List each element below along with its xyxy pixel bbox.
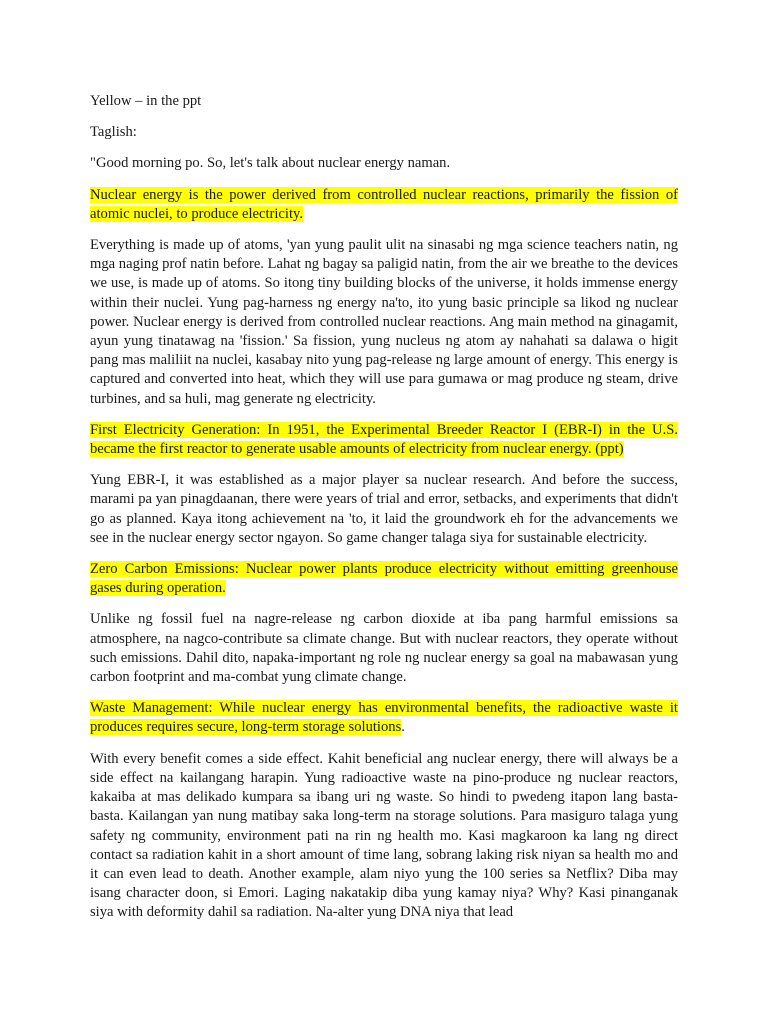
highlight-text: Waste Management: While nuclear energy has environmental benefits, the radioactive waste it produces requires secure, long-term storage solutions (90, 700, 678, 736)
highlight-text: First Electricity Generation: In 1951, the Experimental Breeder Reactor I (EBR-I) in the U.S. became the first reactor to generate usable amounts of electricity from nuclear energy. (ppt) (90, 421, 678, 458)
document-body (90, 92, 678, 935)
highlight-text: Zero Carbon Emissions: Nuclear power plants produce electricity without emitting greenhouse gases during operation. (90, 561, 678, 597)
note-yellow-in-ppt: Yellow – in the ppt (90, 93, 202, 109)
highlighted-paragraph-zero-carbon (90, 560, 678, 598)
highlighted-paragraph-first-electricity (90, 421, 678, 459)
paragraph-atoms: Everything is made up of atoms, 'yan yung paulit ulit na sinasabi ng mga science teachers natin, ng mga naging prof natin before. Lahat ng bagay sa paligid natin, from the air we breathe to the devices we use, is made up of atoms. So itong tiny building blocks of the universe, it holds immense energy within their nuclei. Yung pag-harness ng energy na'to, ito yung basic principle sa likod ng nuclear power. Nuclear energy is derived from controlled nuclear reactions. Ang main method na ginagamit, ayun yung tinatawag na 'fission.' Sa fission, yung nucleus ng atom ay nahahati sa dalawa o higit pang mas maliliit na nuclei, kasabay nito yung pag-release ng large amount of energy. This energy is captured and converted into heat, which they will use para gumawa or mag produce ng steam, drive turbines, and sa huli, mag generate ng electricity. (90, 237, 678, 407)
paragraph-fossil-fuel: Unlike ng fossil fuel na nagre-release ng carbon dioxide at iba pang harmful emissions sa atmosphere, na nagco-contribute sa climate change. But with nuclear reactors, they operate without such emissions. Dahil dito, napaka-important ng role ng nuclear energy sa goal na mabawasan yung carbon footprint and ma-combat yung climate change. (90, 611, 678, 686)
greeting-line: "Good morning po. So, let's talk about nuclear energy naman. (90, 155, 451, 172)
highlight-text: Nuclear energy is the power derived from controlled nuclear reactions, primarily the fission of atomic nuclei, to produce electricity. (90, 186, 678, 222)
paragraph-ebr-i: Yung EBR-I, it was established as a major player sa nuclear research. And before the success, marami pa yan pinagdaanan, there were years of trial and error, setbacks, and experiments that didn't go as planned. Kaya itong achievement na 'to, it laid the groundwork eh for the advancements we see in the nuclear energy sector ngayon. So game changer talaga siya for sustainable electricity. (90, 472, 678, 546)
highlight-tail-period: . (401, 719, 405, 736)
paragraph-side-effect: With every benefit comes a side effect. Kahit beneficial ang nuclear energy, there will always be a side effect na kailangang harapin. Yung radioactive waste na pino-produce ng nuclear reactors, kakaiba at mas delikado kumpara sa ibang uri ng waste. So hindi to pwedeng itapon lang basta-basta. Kailangan yan nung matibay saka long-term na storage solutions. Para masiguro talaga yung safety ng community, environment pati na rin ng health mo. Kasi magkaroon ka lang ng direct contact sa radiation kahit in a short amount of time lang, sobrang laking risk niyan sa health mo and it can even lead to death. Another example, alam niyo yung the 100 series sa Netflix? Diba may isang character doon, si Emori. Laging nakatakip diba yung kamay niya? Why? Kasi pinanganak siya with deformity dahil sa radiation. Na-alter yung DNA niya that lead (90, 750, 678, 921)
highlighted-paragraph-nuclear-energy (90, 186, 678, 224)
highlighted-paragraph-waste-management (90, 699, 678, 737)
note-taglish-label: Taglish: (90, 124, 137, 141)
